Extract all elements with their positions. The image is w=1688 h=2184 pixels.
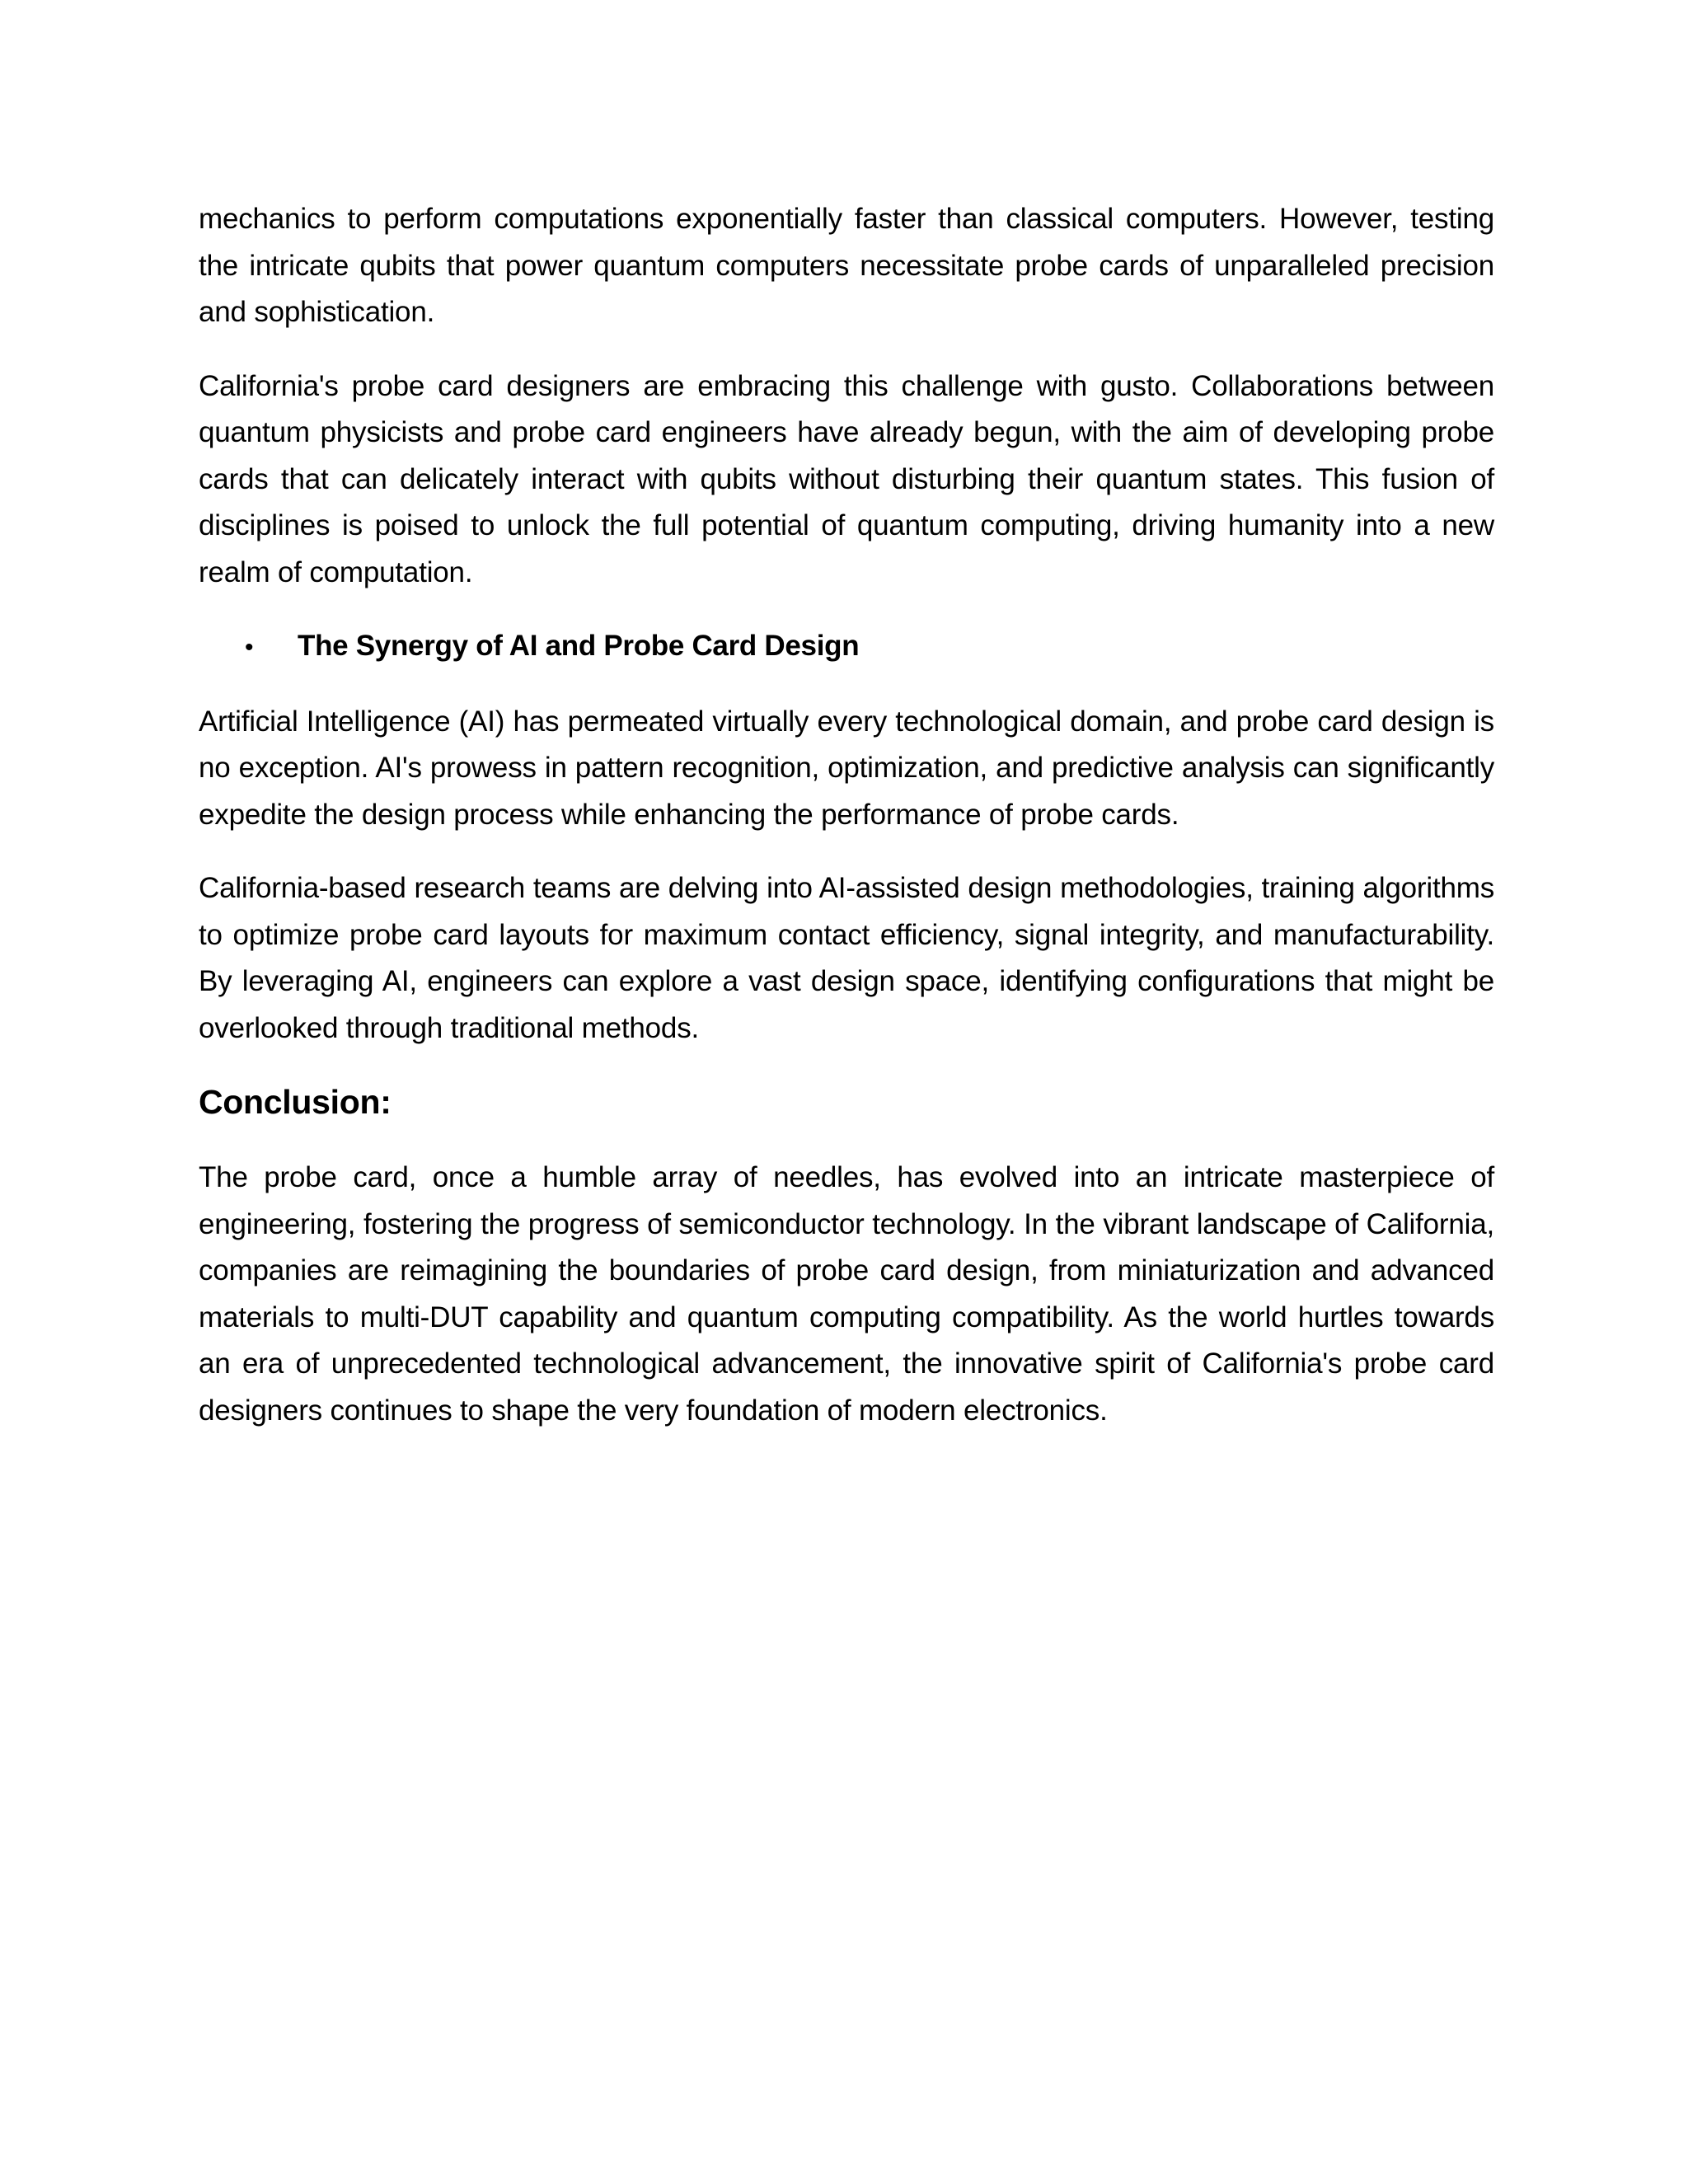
- paragraph-conclusion: The probe card, once a humble array of needles, has evolved into an intricate masterpiece of engineering, fostering the progress of semiconductor technology. In the vibrant landscape of California, companies are reimagining the boundaries of probe card design, from miniaturization and advanced materials to multi-DUT capability and quantum computing compatibility. As the world hurtles towards an era of unprecedented technological advancement, the innovative spirit of California's probe card designers continues to shape the very foundation of modern electronics.: [199, 1161, 1494, 1427]
- paragraph-quantum-continued: mechanics to perform computations exponentially faster than classical computers. However, testing the intricate qubits that power quantum computers necessitate probe cards of unparalleled precision and sophistication.: [199, 203, 1494, 328]
- document-body: [199, 196, 1494, 1461]
- bullet-section-heading: [199, 623, 1494, 672]
- paragraph-ai-research: California-based research teams are delving into AI-assisted design methodologies, training algorithms to optimize probe card layouts for maximum contact efficiency, signal integrity, and manufacturability. By leveraging AI, engineers can explore a vast design space, identifying configurations that might be overlooked through traditional methods.: [199, 872, 1494, 1044]
- conclusion-heading: Conclusion:: [199, 1083, 392, 1121]
- paragraph-california-designers: California's probe card designers are embracing this challenge with gusto. Collaborations between quantum physicists and probe card engineers have already begun, with the aim of developing probe cards that can delicately interact with qubits without disturbing their quantum states. This fusion of disciplines is poised to unlock the full potential of quantum computing, driving humanity into a new realm of computation.: [199, 369, 1494, 588]
- paragraph-ai-intro: Artificial Intelligence (AI) has permeated virtually every technological domain, and probe card design is no exception. AI's prowess in pattern recognition, optimization, and predictive analysis can significantly expedite the design process while enhancing the performance of probe cards.: [199, 705, 1494, 831]
- section-heading-ai-synergy: The Synergy of AI and Probe Card Design: [298, 630, 860, 662]
- bullet-icon: •: [245, 634, 254, 661]
